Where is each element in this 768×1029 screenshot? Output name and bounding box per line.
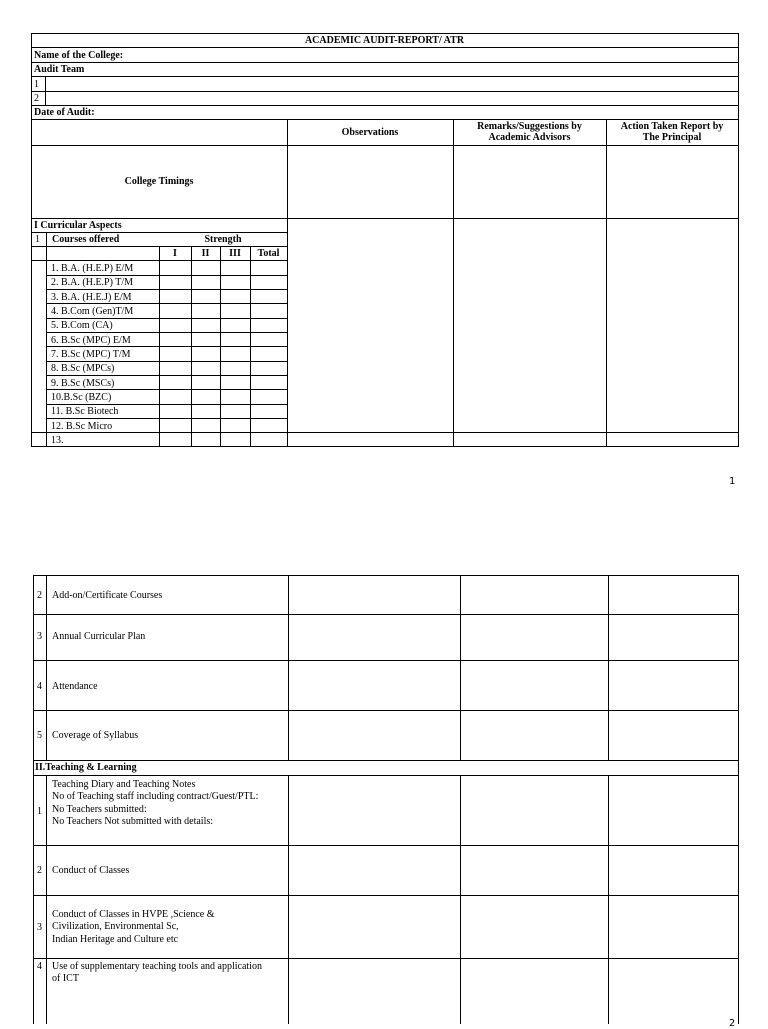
course-item: 5. B.Com (CA) [51,320,113,331]
remarks-header-line1: Remarks/Suggestions by [477,121,582,132]
strength-label: Strength [204,234,242,245]
atr-header-line2: The Principal [642,132,702,143]
row-number: 5 [37,730,42,741]
course-item: 1. B.A. (H.E.P) E/M [51,263,134,274]
ict-tools-line: Use of supplementary teaching tools and application [52,961,262,972]
report-title: ACADEMIC AUDIT-REPORT/ ATR [304,35,465,46]
teaching-diary-line: Teaching Diary and Teaching Notes [52,779,196,790]
course-item: 7. B.Sc (MPC) T/M [51,349,131,360]
ict-tools-line: of ICT [52,973,79,984]
syllabus-coverage-label: Coverage of Syllabus [52,730,139,741]
row-number: 3 [37,922,42,933]
course-item: 8. B.Sc (MPCs) [51,363,115,374]
course-item: 13. [51,435,64,446]
hvpe-classes-line: Indian Heritage and Culture etc [52,934,179,945]
row-number: 4 [37,681,42,692]
course-item: 11. B.Sc Biotech [51,406,119,417]
add-on-courses-label: Add-on/Certificate Courses [52,590,163,601]
annual-plan-label: Annual Curricular Plan [52,631,146,642]
row-number: 1 [35,234,40,245]
attendance-label: Attendance [52,681,98,692]
course-item: 10.B.Sc (BZC) [51,392,112,403]
course-item: 2. B.A. (H.E.P) T/M [51,277,134,288]
strength-col-II: II [201,248,210,259]
strength-col-I: I [173,248,177,259]
atr-header-line1: Action Taken Report by [620,121,724,132]
row-number: 2 [37,590,42,601]
course-item: 4. B.Com (Gen)T/M [51,306,134,317]
section-curricular-aspects: I Curricular Aspects [34,220,122,231]
course-item: 3. B.A. (H.E.J) E/M [51,292,132,303]
page-number: 1 [729,476,736,487]
strength-col-III: III [229,248,241,259]
teaching-diary-line: No Teachers submitted: [52,804,147,815]
team-row-2: 2 [34,93,39,104]
teaching-diary-line: No Teachers Not submitted with details: [52,816,214,827]
courses-offered-label: Courses offered [52,234,120,245]
strength-col-total: Total [257,248,280,259]
team-row-1: 1 [34,79,39,90]
course-item: 12. B.Sc Micro [51,421,113,432]
hvpe-classes-line: Civilization, Environmental Sc, [52,921,179,932]
row-number: 3 [37,631,42,642]
college-timings-label: College Timings [124,176,194,187]
hvpe-classes-line: Conduct of Classes in HVPE ,Science & [52,909,215,920]
audit-team-label: Audit Team [34,64,85,75]
teaching-diary-line: No of Teaching staff including contract/Guest/PTL: [52,791,259,802]
section-teaching-learning: II.Teaching & Learning [35,762,137,773]
row-number: 4 [37,961,42,972]
date-of-audit-label: Date of Audit: [34,107,95,118]
page-number: 2 [729,1018,736,1029]
course-item: 6. B.Sc (MPC) E/M [51,335,131,346]
observations-header: Observations [341,127,399,138]
conduct-of-classes-label: Conduct of Classes [52,865,130,876]
course-item: 9. B.Sc (MSCs) [51,378,115,389]
remarks-header-line2: Academic Advisors [488,132,571,143]
row-number: 2 [37,865,42,876]
college-name-label: Name of the College: [34,50,124,61]
row-number: 1 [37,806,42,817]
